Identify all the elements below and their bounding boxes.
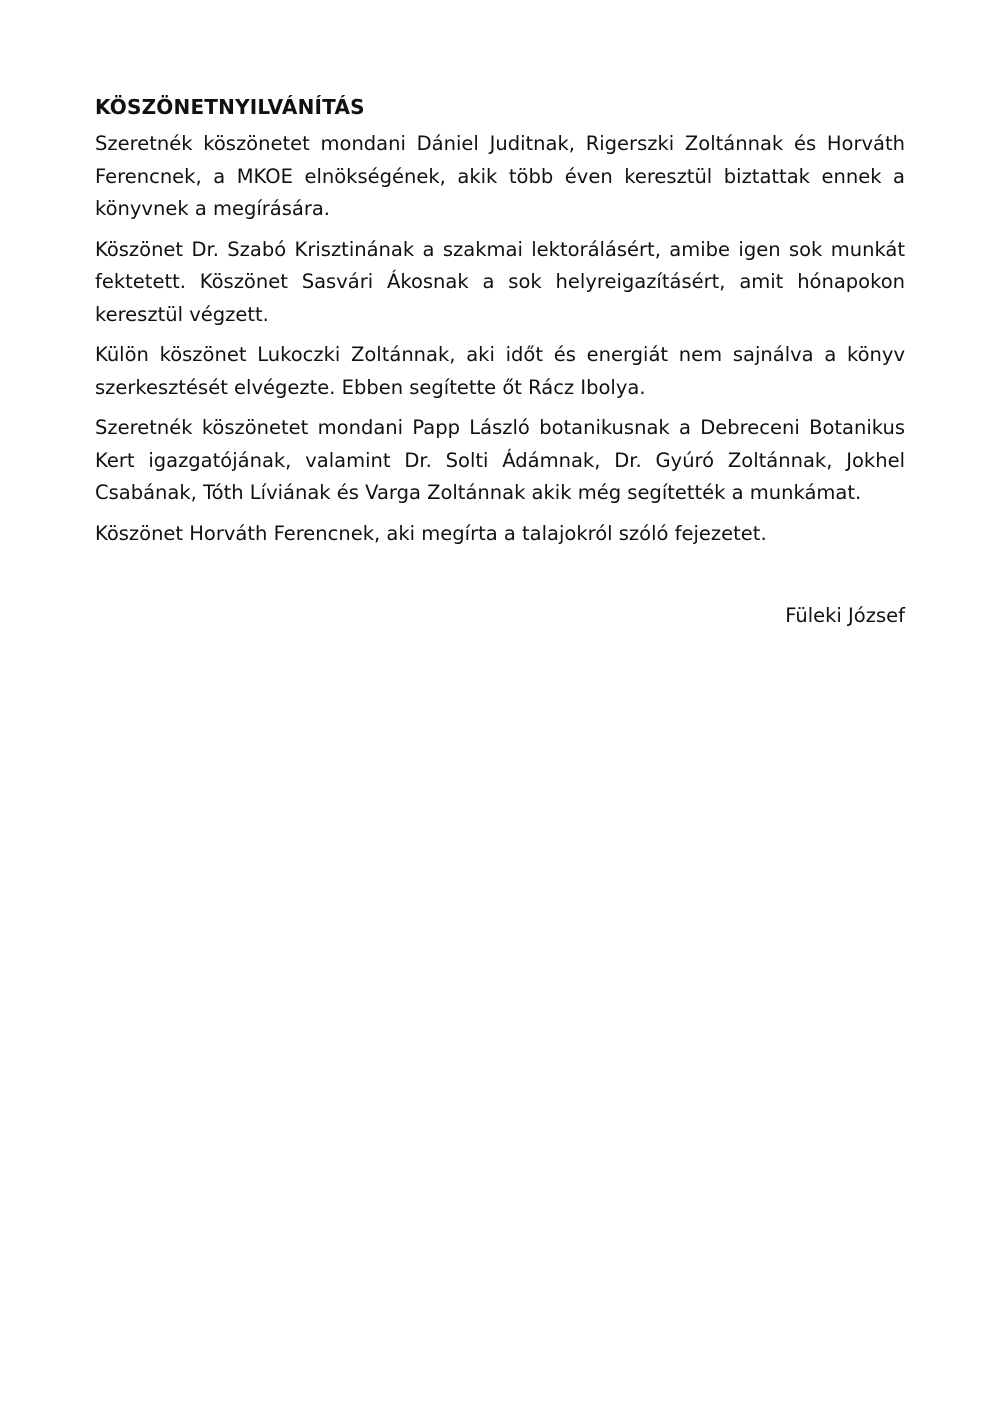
paragraph: Köszönet Horváth Ferencnek, aki megírta a talajokról szóló fejezetet. — [95, 521, 767, 545]
paragraph: Köszönet Dr. Szabó Krisztinának a szakmai lektorálásért, amibe igen sok munkát fektetett. Köszönet Sasvári Ákosnak a sok helyreigazításért, amit hónapokon keresztül végzett. — [95, 237, 905, 326]
paragraph: Szeretnék köszönetet mondani Dániel Juditnak, Rigerszki Zoltánnak és Horváth Ferencnek, a MKOE elnökségének, akik több éven keresztül biztattak ennek a könyvnek a megírására. — [95, 132, 905, 220]
paragraph: Külön köszönet Lukoczki Zoltánnak, aki időt és energiát nem sajnálva a könyv szerkesztését elvégezte. Ebben segítette őt Rácz Ibolya. — [95, 343, 905, 399]
author-signature: Füleki József — [785, 604, 905, 627]
paragraph: Szeretnék köszönetet mondani Papp László botanikusnak a Debreceni Botanikus Kert igazgatójának, valamint Dr. Solti Ádámnak, Dr. Gyúró Zoltánnak, Jokhel Csabának, Tóth Líviának és Varga Zoltánnak akik még segítették a munkámat. — [95, 416, 905, 504]
document-page — [95, 92, 905, 632]
page-heading: KÖSZÖNETNYILVÁNÍTÁS — [95, 95, 365, 119]
